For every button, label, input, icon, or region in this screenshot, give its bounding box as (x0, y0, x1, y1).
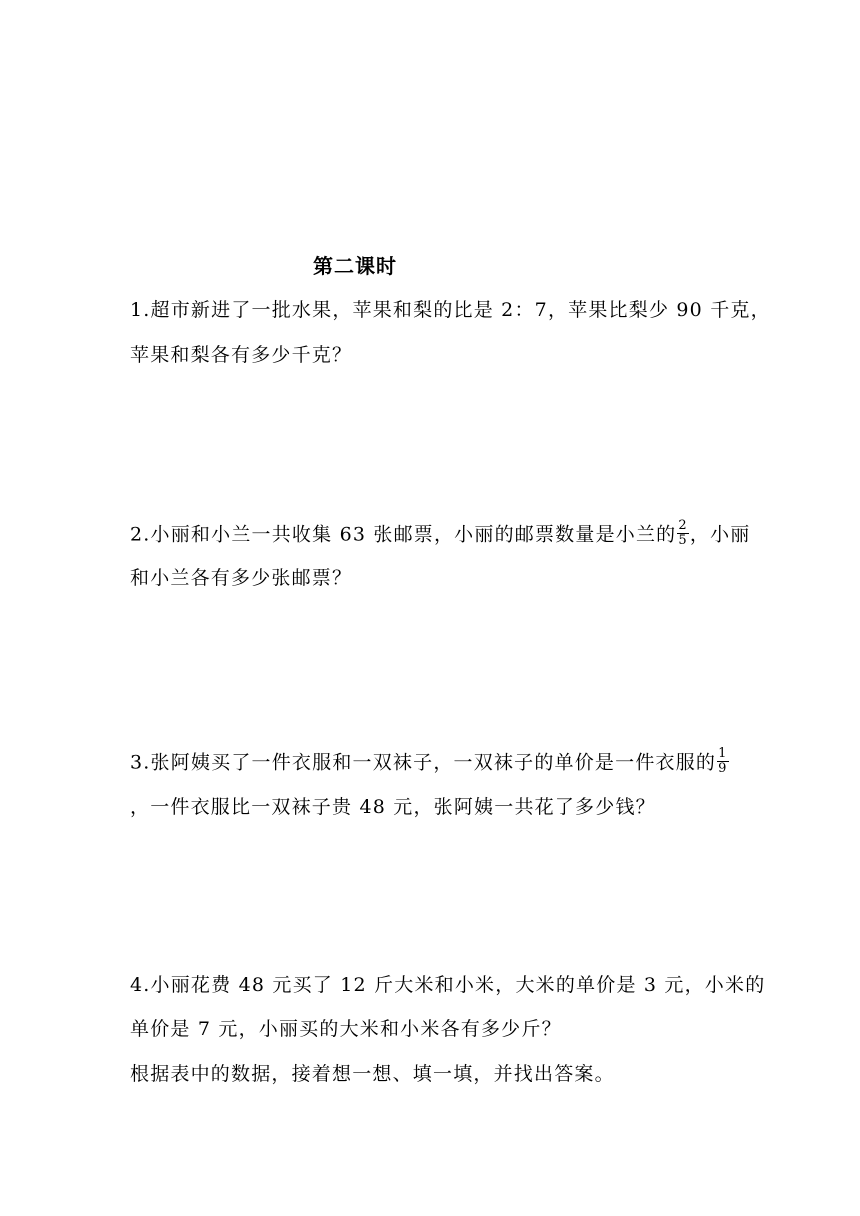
fraction-one-ninth (717, 747, 728, 776)
question-4-line-1: 4.小丽花费 48 元买了 12 斤大米和小米，大米的单价是 3 元，小米的 (130, 974, 766, 996)
question-1-line-1: 1.超市新进了一批水果，苹果和梨的比是 2：7，苹果比梨少 90 千克， (130, 299, 771, 321)
fraction-denominator: 5 (678, 533, 688, 548)
question-4-line-3: 根据表中的数据，接着想一想、填一填，并找出答案。 (130, 1063, 615, 1085)
fraction-two-fifths (677, 519, 688, 548)
question-4-line-2: 单价是 7 元，小丽买的大米和小米各有多少斤？ (130, 1018, 562, 1040)
question-3-line-2: ，一件衣服比一双袜子贵 48 元，张阿姨一共花了多少钱？ (130, 796, 656, 818)
question-2-line-2: 和小兰各有多少张邮票？ (130, 567, 353, 589)
fraction-denominator: 9 (718, 761, 728, 776)
question-2-text-post: ，小丽 (689, 523, 751, 546)
question-2-text-pre: 2.小丽和小兰一共收集 63 张邮票，小丽的邮票数量是小兰的 (130, 523, 677, 546)
question-2-line-1 (130, 518, 751, 550)
fraction-numerator: 2 (678, 518, 688, 533)
question-3-line-1 (130, 746, 730, 778)
page-title: 第二课时 (313, 254, 397, 278)
question-1-line-2: 苹果和梨各有多少千克？ (130, 344, 353, 366)
question-3-text-pre: 3.张阿姨买了一件衣服和一双袜子，一双袜子的单价是一件衣服的 (130, 751, 717, 774)
fraction-numerator: 1 (718, 746, 728, 761)
